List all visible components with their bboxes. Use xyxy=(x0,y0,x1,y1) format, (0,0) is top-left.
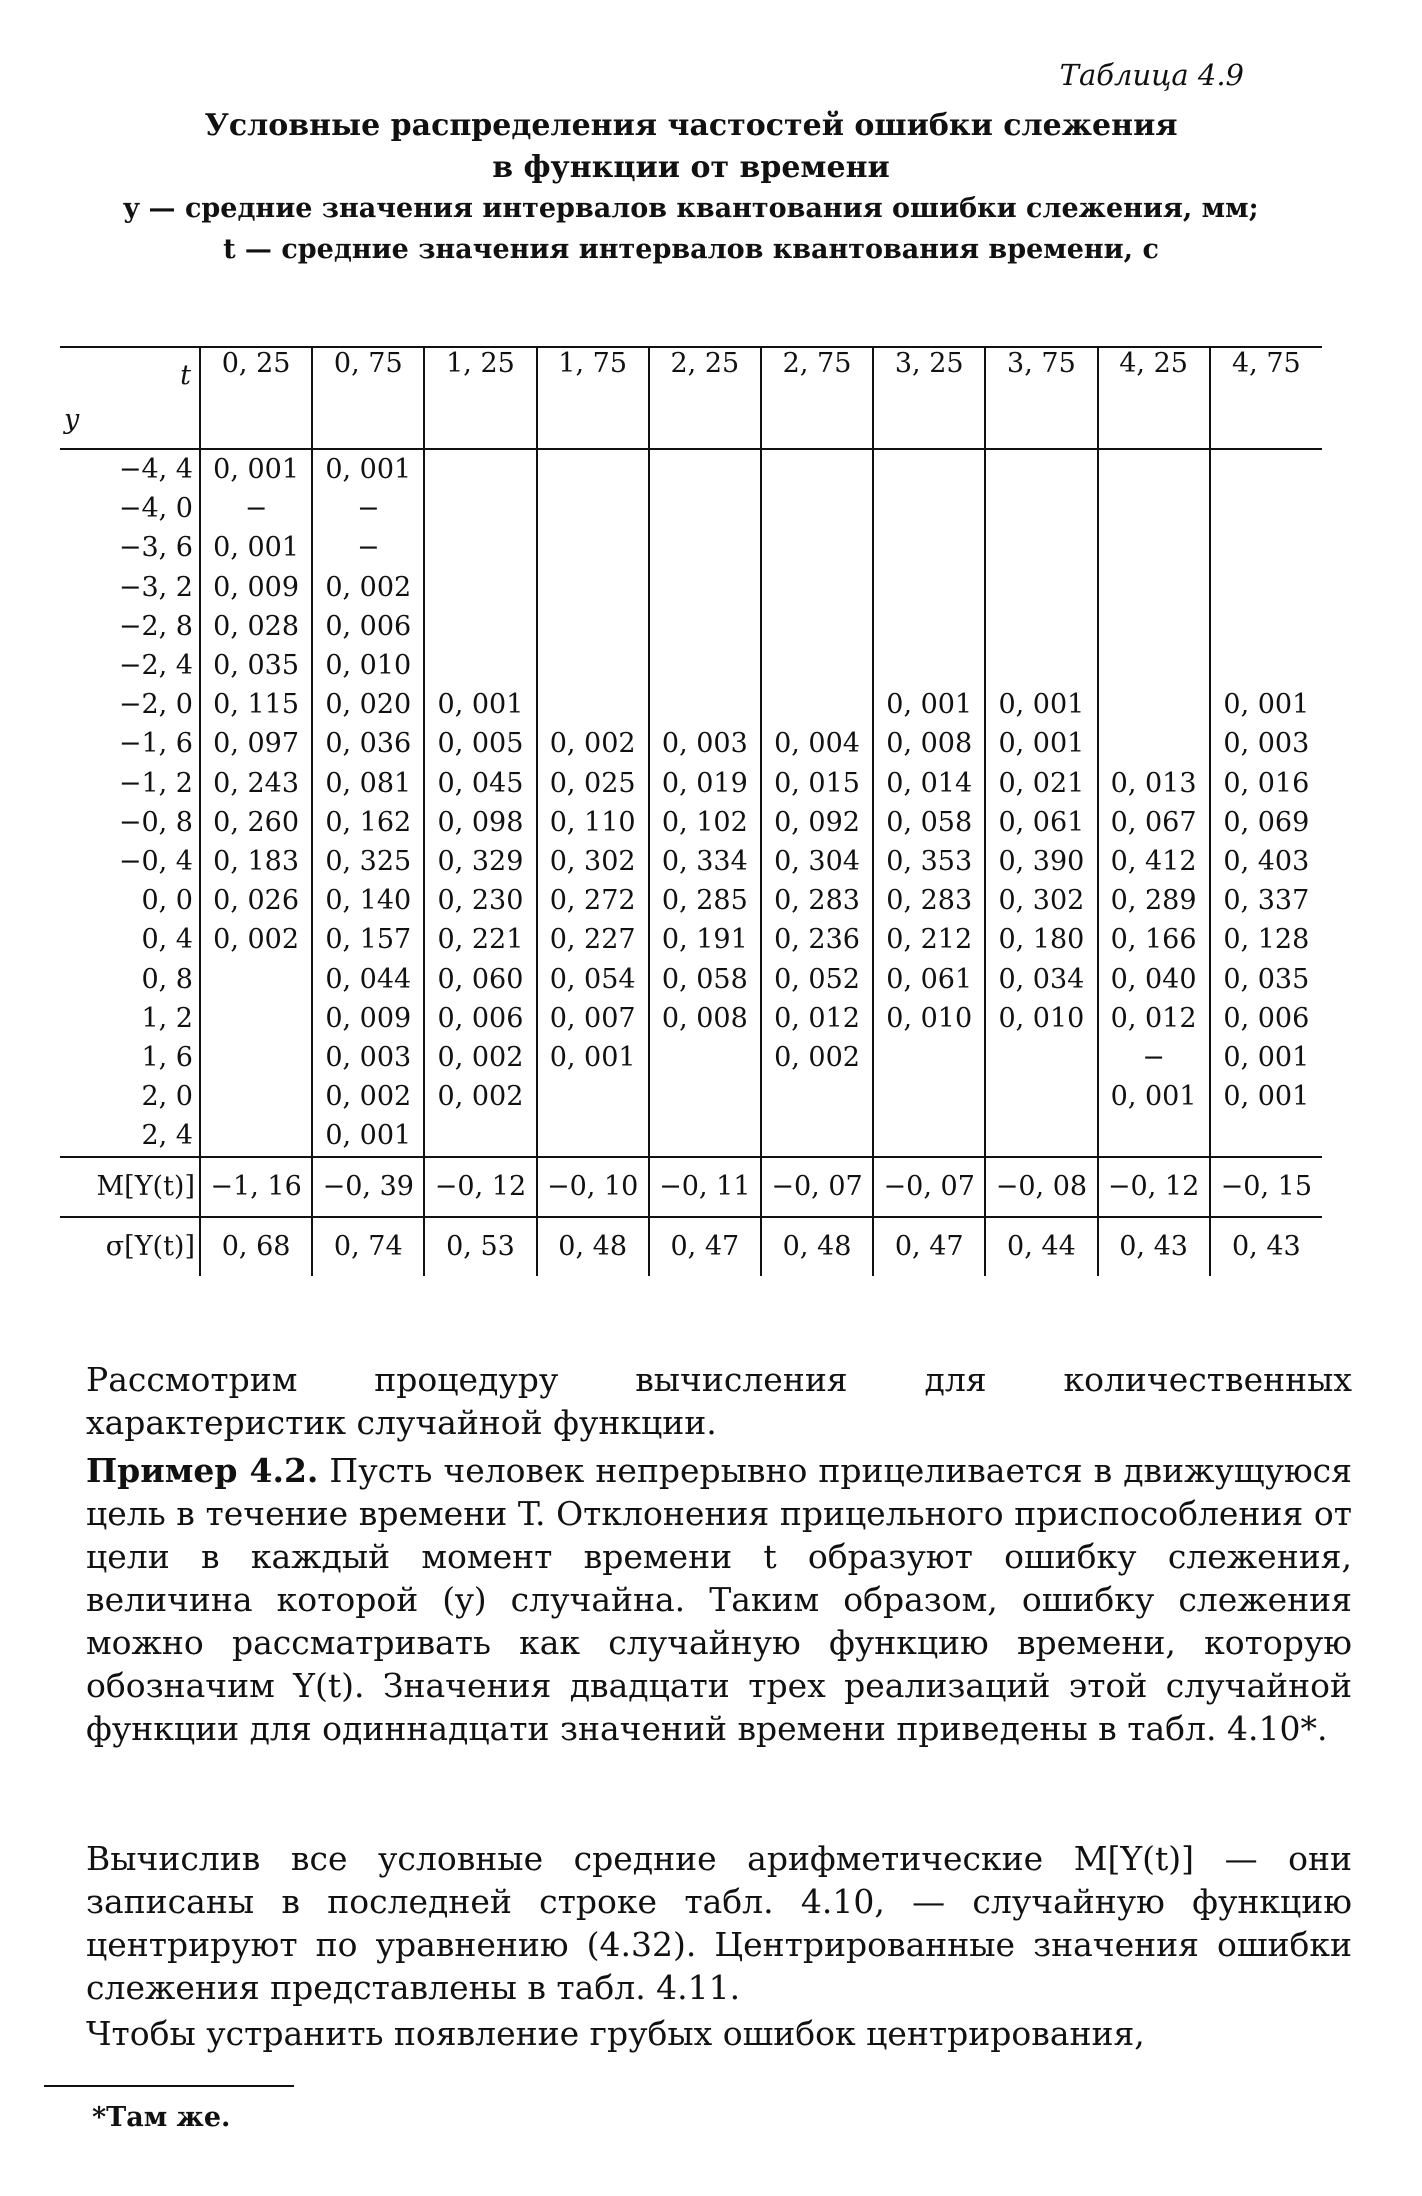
mean-cell: −0, 15 xyxy=(1210,1157,1322,1217)
column-header-2: 1, 25 xyxy=(424,347,536,449)
table-caption-line-1: Условные распределения частостей ошибки слежения xyxy=(204,108,1178,143)
table-cell: 0, 412 xyxy=(1098,842,1210,881)
example-body: Пусть человек непрерывно прицеливается в движущуюся цель в течение времени T. Отклонения прицельного приспособления от цели в каждый момент времени t образуют ошибку слежения, величина которой (y) случайна. Таким образом, ошибку слежения можно рассматривать как случайную функцию времени, которую обозначим Y(t). Значения двадцати трех реализаций этой случайной функции для одиннадцати значений времени приведены в табл. 4.10*. xyxy=(86,1451,1352,1748)
mean-cell: −0, 12 xyxy=(1098,1157,1210,1217)
table-row xyxy=(60,1077,1322,1116)
table-cell xyxy=(649,646,761,685)
table-cell: 0, 002 xyxy=(424,1038,536,1077)
table-cell: 0, 001 xyxy=(200,528,312,567)
table-corner-cell xyxy=(60,347,200,449)
table-cell xyxy=(649,449,761,489)
table-cell xyxy=(424,568,536,607)
table-cell: 0, 283 xyxy=(761,881,873,920)
table-cell xyxy=(537,528,649,567)
table-cell: 0, 020 xyxy=(312,685,424,724)
table-cell xyxy=(985,1116,1097,1156)
table-cell: 0, 069 xyxy=(1210,803,1322,842)
table-row xyxy=(60,881,1322,920)
sigma-cell: 0, 47 xyxy=(649,1217,761,1276)
table-cell xyxy=(537,607,649,646)
table-cell: 0, 009 xyxy=(200,568,312,607)
table-cell xyxy=(873,1116,985,1156)
table-cell xyxy=(985,568,1097,607)
table-row xyxy=(60,568,1322,607)
paragraph-3-text: Вычислив все условные средние арифметические M[Y(t)] — они записаны в последней строке табл. 4.10, — случайную функцию центрируют по уравнению (4.32). Центрированные значения ошибки слежения представлены в табл. 4.11. xyxy=(86,1839,1352,2007)
table-cell xyxy=(537,646,649,685)
row-header: −2, 0 xyxy=(118,689,193,721)
table-cell: 0, 272 xyxy=(537,881,649,920)
table-caption-line-2: в функции от времени xyxy=(492,150,890,185)
table-cell: 0, 304 xyxy=(761,842,873,881)
table-cell xyxy=(649,568,761,607)
example-heading: Пример 4.2. xyxy=(86,1451,319,1490)
paragraph-1-text: Рассмотрим процедуру вычисления для количественных характеристик случайной функции. xyxy=(86,1360,1352,1442)
table-cell xyxy=(1098,724,1210,763)
table-cell xyxy=(424,489,536,528)
table-cell xyxy=(761,568,873,607)
table-cell xyxy=(424,607,536,646)
table-cell: 0, 021 xyxy=(985,764,1097,803)
table-cell: 0, 001 xyxy=(312,1116,424,1156)
table-cell: 0, 180 xyxy=(985,920,1097,959)
row-header: 1, 2 xyxy=(141,1002,193,1034)
row-header: −1, 6 xyxy=(118,728,193,760)
row-header: 0, 0 xyxy=(141,885,193,917)
table-cell xyxy=(200,1038,312,1077)
table-row xyxy=(60,920,1322,959)
table-row xyxy=(60,960,1322,999)
table-cell: 0, 002 xyxy=(761,1038,873,1077)
table-cell: 0, 236 xyxy=(761,920,873,959)
sigma-cell: 0, 43 xyxy=(1210,1217,1322,1276)
table-cell xyxy=(537,1077,649,1116)
table-cell: 0, 010 xyxy=(873,999,985,1038)
table-cell xyxy=(1210,646,1322,685)
table-cell: 0, 058 xyxy=(649,960,761,999)
table-cell: 0, 390 xyxy=(985,842,1097,881)
table-cell: 0, 035 xyxy=(1210,960,1322,999)
table-cell: 0, 014 xyxy=(873,764,985,803)
column-header-8: 4, 25 xyxy=(1098,347,1210,449)
table-cell xyxy=(1098,685,1210,724)
table-cell: 0, 001 xyxy=(1098,1077,1210,1116)
table-row xyxy=(60,999,1322,1038)
table-cell xyxy=(761,1077,873,1116)
row-header: −0, 8 xyxy=(118,806,193,838)
table-cell xyxy=(649,1077,761,1116)
table-cell xyxy=(1098,607,1210,646)
table-cell xyxy=(200,999,312,1038)
table-cell xyxy=(873,449,985,489)
table-cell xyxy=(761,528,873,567)
table-row xyxy=(60,724,1322,763)
table-cell xyxy=(985,449,1097,489)
corner-y-label: y xyxy=(64,404,80,435)
table-cell: 0, 005 xyxy=(424,724,536,763)
table-cell: 0, 098 xyxy=(424,803,536,842)
paragraph-4 xyxy=(86,2012,1352,2055)
table-cell: 0, 166 xyxy=(1098,920,1210,959)
table-cell xyxy=(1210,449,1322,489)
table-cell: 0, 243 xyxy=(200,764,312,803)
table-cell xyxy=(200,1077,312,1116)
sigma-cell: 0, 68 xyxy=(200,1217,312,1276)
table-cell xyxy=(424,646,536,685)
table-cell: 0, 025 xyxy=(537,764,649,803)
table-cell: 0, 003 xyxy=(649,724,761,763)
table-cell xyxy=(424,449,536,489)
sigma-cell: 0, 48 xyxy=(537,1217,649,1276)
table-cell xyxy=(873,646,985,685)
table-cell: 0, 010 xyxy=(312,646,424,685)
table-cell: 0, 040 xyxy=(1098,960,1210,999)
table-cell xyxy=(985,1077,1097,1116)
table-cell: 0, 001 xyxy=(1210,1077,1322,1116)
table-cell xyxy=(761,685,873,724)
table-cell: − xyxy=(312,489,424,528)
table-cell: 0, 035 xyxy=(200,646,312,685)
table-cell: 0, 212 xyxy=(873,920,985,959)
table-cell: 0, 329 xyxy=(424,842,536,881)
sigma-cell: 0, 53 xyxy=(424,1217,536,1276)
table-cell: 0, 002 xyxy=(537,724,649,763)
mean-cell: −0, 39 xyxy=(312,1157,424,1217)
table-cell: 0, 044 xyxy=(312,960,424,999)
paragraph-example xyxy=(86,1449,1352,1750)
table-cell: 0, 283 xyxy=(873,881,985,920)
table-cell: − xyxy=(1098,1038,1210,1077)
table-cell: 0, 289 xyxy=(1098,881,1210,920)
table-cell xyxy=(761,489,873,528)
mean-label: M[Y(t)] xyxy=(60,1157,200,1217)
table-cell: 0, 003 xyxy=(312,1038,424,1077)
corner-t-label: t xyxy=(180,360,191,391)
row-header: −3, 2 xyxy=(118,571,193,603)
row-header: −4, 0 xyxy=(118,493,193,525)
table-cell: 0, 052 xyxy=(761,960,873,999)
table-cell: 0, 102 xyxy=(649,803,761,842)
table-cell: 0, 128 xyxy=(1210,920,1322,959)
table-cell xyxy=(873,1038,985,1077)
table-cell: 0, 353 xyxy=(873,842,985,881)
table-cell: 0, 002 xyxy=(424,1077,536,1116)
table-cell: 0, 115 xyxy=(200,685,312,724)
table-row xyxy=(60,449,1322,489)
mean-cell: −0, 12 xyxy=(424,1157,536,1217)
table-cell xyxy=(873,1077,985,1116)
mean-cell: −0, 11 xyxy=(649,1157,761,1217)
column-header-9: 4, 75 xyxy=(1210,347,1322,449)
table-cell: 0, 302 xyxy=(537,842,649,881)
table-row xyxy=(60,1038,1322,1077)
table-cell xyxy=(424,528,536,567)
table-cell xyxy=(649,1038,761,1077)
table-cell xyxy=(649,489,761,528)
table-cell xyxy=(1098,1116,1210,1156)
paragraph-3 xyxy=(86,1837,1352,2009)
column-header-0: 0, 25 xyxy=(200,347,312,449)
table-cell xyxy=(1210,607,1322,646)
table-cell: 0, 012 xyxy=(761,999,873,1038)
column-header-3: 1, 75 xyxy=(537,347,649,449)
sigma-cell: 0, 43 xyxy=(1098,1217,1210,1276)
table-cell: 0, 191 xyxy=(649,920,761,959)
sigma-cell: 0, 47 xyxy=(873,1217,985,1276)
column-header-1: 0, 75 xyxy=(312,347,424,449)
row-header: 2, 4 xyxy=(141,1120,193,1152)
table-row xyxy=(60,646,1322,685)
table-cell xyxy=(200,960,312,999)
table-cell xyxy=(985,607,1097,646)
row-header: −0, 4 xyxy=(118,846,193,878)
paragraph-example-text xyxy=(86,1449,1352,1750)
table-cell: 0, 227 xyxy=(537,920,649,959)
table-cell: 0, 006 xyxy=(424,999,536,1038)
table-cell xyxy=(1098,528,1210,567)
table-cell xyxy=(537,489,649,528)
table-cell: 0, 060 xyxy=(424,960,536,999)
frequency-table xyxy=(60,346,1322,1276)
table-cell: 0, 004 xyxy=(761,724,873,763)
table-cell: 0, 302 xyxy=(985,881,1097,920)
mean-cell: −0, 07 xyxy=(873,1157,985,1217)
table-cell: 0, 337 xyxy=(1210,881,1322,920)
mean-row xyxy=(60,1157,1322,1217)
row-header: −2, 4 xyxy=(118,650,193,682)
table-cell: 0, 054 xyxy=(537,960,649,999)
table-cell xyxy=(649,685,761,724)
column-header-5: 2, 75 xyxy=(761,347,873,449)
table-cell xyxy=(537,568,649,607)
column-header-7: 3, 75 xyxy=(985,347,1097,449)
table-cell xyxy=(761,449,873,489)
table-cell: 0, 003 xyxy=(1210,724,1322,763)
table-cell: 0, 061 xyxy=(985,803,1097,842)
mean-cell: −0, 07 xyxy=(761,1157,873,1217)
table-cell: 0, 015 xyxy=(761,764,873,803)
table-cell: 0, 092 xyxy=(761,803,873,842)
column-header-4: 2, 25 xyxy=(649,347,761,449)
table-cell: 0, 008 xyxy=(649,999,761,1038)
table-cell: 0, 012 xyxy=(1098,999,1210,1038)
mean-cell: −0, 08 xyxy=(985,1157,1097,1217)
table-cell: 0, 157 xyxy=(312,920,424,959)
table-cell xyxy=(537,1116,649,1156)
table-cell: 0, 013 xyxy=(1098,764,1210,803)
column-header-6: 3, 25 xyxy=(873,347,985,449)
table-cell: 0, 008 xyxy=(873,724,985,763)
table-cell xyxy=(1098,489,1210,528)
table-cell: 0, 006 xyxy=(312,607,424,646)
table-cell: 0, 183 xyxy=(200,842,312,881)
table-cell xyxy=(985,646,1097,685)
paragraph-1 xyxy=(86,1358,1352,1444)
table-cell xyxy=(1210,528,1322,567)
table-cell: 0, 001 xyxy=(985,724,1097,763)
table-cell: 0, 016 xyxy=(1210,764,1322,803)
table-cell xyxy=(761,646,873,685)
table-row xyxy=(60,1116,1322,1156)
table-cell xyxy=(985,528,1097,567)
table-cell: 0, 045 xyxy=(424,764,536,803)
table-cell xyxy=(873,568,985,607)
table-cell: 0, 001 xyxy=(537,1038,649,1077)
table-cell: 0, 007 xyxy=(537,999,649,1038)
row-header: −2, 8 xyxy=(118,610,193,642)
row-header: −1, 2 xyxy=(118,767,193,799)
table-cell xyxy=(424,1116,536,1156)
table-cell xyxy=(1210,568,1322,607)
row-header: 2, 0 xyxy=(141,1081,193,1113)
table-cell: 0, 260 xyxy=(200,803,312,842)
sigma-cell: 0, 48 xyxy=(761,1217,873,1276)
row-header: −3, 6 xyxy=(118,532,193,564)
table-cell: 0, 001 xyxy=(985,685,1097,724)
sigma-cell: 0, 44 xyxy=(985,1217,1097,1276)
table-cell xyxy=(761,1116,873,1156)
table-cell: 0, 403 xyxy=(1210,842,1322,881)
table-cell: 0, 009 xyxy=(312,999,424,1038)
table-cell: 0, 001 xyxy=(873,685,985,724)
sigma-label: σ[Y(t)] xyxy=(60,1217,200,1276)
row-header: 0, 8 xyxy=(141,963,193,995)
table-cell: 0, 001 xyxy=(424,685,536,724)
table-cell: 0, 001 xyxy=(312,449,424,489)
table-cell: 0, 002 xyxy=(200,920,312,959)
table-row xyxy=(60,764,1322,803)
table-cell xyxy=(985,489,1097,528)
table-cell: 0, 001 xyxy=(1210,1038,1322,1077)
table-row xyxy=(60,528,1322,567)
table-cell: 0, 028 xyxy=(200,607,312,646)
table-cell xyxy=(1098,568,1210,607)
table-cell xyxy=(649,1116,761,1156)
table-cell: 0, 097 xyxy=(200,724,312,763)
table-cell: 0, 026 xyxy=(200,881,312,920)
table-row xyxy=(60,607,1322,646)
sigma-cell: 0, 74 xyxy=(312,1217,424,1276)
table-cell xyxy=(649,607,761,646)
mean-cell: −1, 16 xyxy=(200,1157,312,1217)
table-cell xyxy=(537,449,649,489)
table-cell: 0, 001 xyxy=(1210,685,1322,724)
table-cell xyxy=(873,607,985,646)
table-cell xyxy=(537,685,649,724)
table-cell: 0, 081 xyxy=(312,764,424,803)
table-caption-line-3: y — средние значения интервалов квантования ошибки слежения, мм; xyxy=(123,193,1259,224)
table-cell: 0, 002 xyxy=(312,568,424,607)
row-header: 1, 6 xyxy=(141,1042,193,1074)
table-cell: 0, 001 xyxy=(200,449,312,489)
table-cell xyxy=(649,528,761,567)
table-row xyxy=(60,842,1322,881)
table-cell: 0, 221 xyxy=(424,920,536,959)
table-cell xyxy=(200,1116,312,1156)
table-cell: − xyxy=(312,528,424,567)
table-cell xyxy=(985,1038,1097,1077)
footnote: *Там же. xyxy=(92,2102,231,2133)
table-number: Таблица 4.9 xyxy=(1059,58,1244,92)
table-cell: 0, 285 xyxy=(649,881,761,920)
table-cell: 0, 110 xyxy=(537,803,649,842)
footnote-rule xyxy=(44,2085,294,2087)
table-cell xyxy=(1098,449,1210,489)
table-cell: 0, 067 xyxy=(1098,803,1210,842)
table-cell: 0, 002 xyxy=(312,1077,424,1116)
table-cell: 0, 325 xyxy=(312,842,424,881)
table-cell: 0, 140 xyxy=(312,881,424,920)
table-cell xyxy=(1210,489,1322,528)
table-row xyxy=(60,685,1322,724)
table-cell xyxy=(1210,1116,1322,1156)
table-caption-line-4: t — средние значения интервалов квантования времени, с xyxy=(223,234,1159,265)
table-cell xyxy=(873,528,985,567)
table-cell: 0, 162 xyxy=(312,803,424,842)
table-cell xyxy=(873,489,985,528)
table-cell xyxy=(1098,646,1210,685)
table-cell: 0, 034 xyxy=(985,960,1097,999)
table-header-row xyxy=(60,347,1322,449)
table-cell: 0, 334 xyxy=(649,842,761,881)
table-row xyxy=(60,803,1322,842)
table-cell: 0, 061 xyxy=(873,960,985,999)
mean-cell: −0, 10 xyxy=(537,1157,649,1217)
table-cell: 0, 230 xyxy=(424,881,536,920)
table-cell: − xyxy=(200,489,312,528)
table-cell: 0, 006 xyxy=(1210,999,1322,1038)
table-cell: 0, 010 xyxy=(985,999,1097,1038)
table-cell xyxy=(761,607,873,646)
table-cell: 0, 058 xyxy=(873,803,985,842)
paragraph-4-text: Чтобы устранить появление грубых ошибок центрирования, xyxy=(86,2014,1145,2053)
row-header: 0, 4 xyxy=(141,924,193,956)
row-header: −4, 4 xyxy=(118,454,193,485)
table-cell: 0, 019 xyxy=(649,764,761,803)
table-cell: 0, 036 xyxy=(312,724,424,763)
sigma-row xyxy=(60,1217,1322,1276)
table-row xyxy=(60,489,1322,528)
